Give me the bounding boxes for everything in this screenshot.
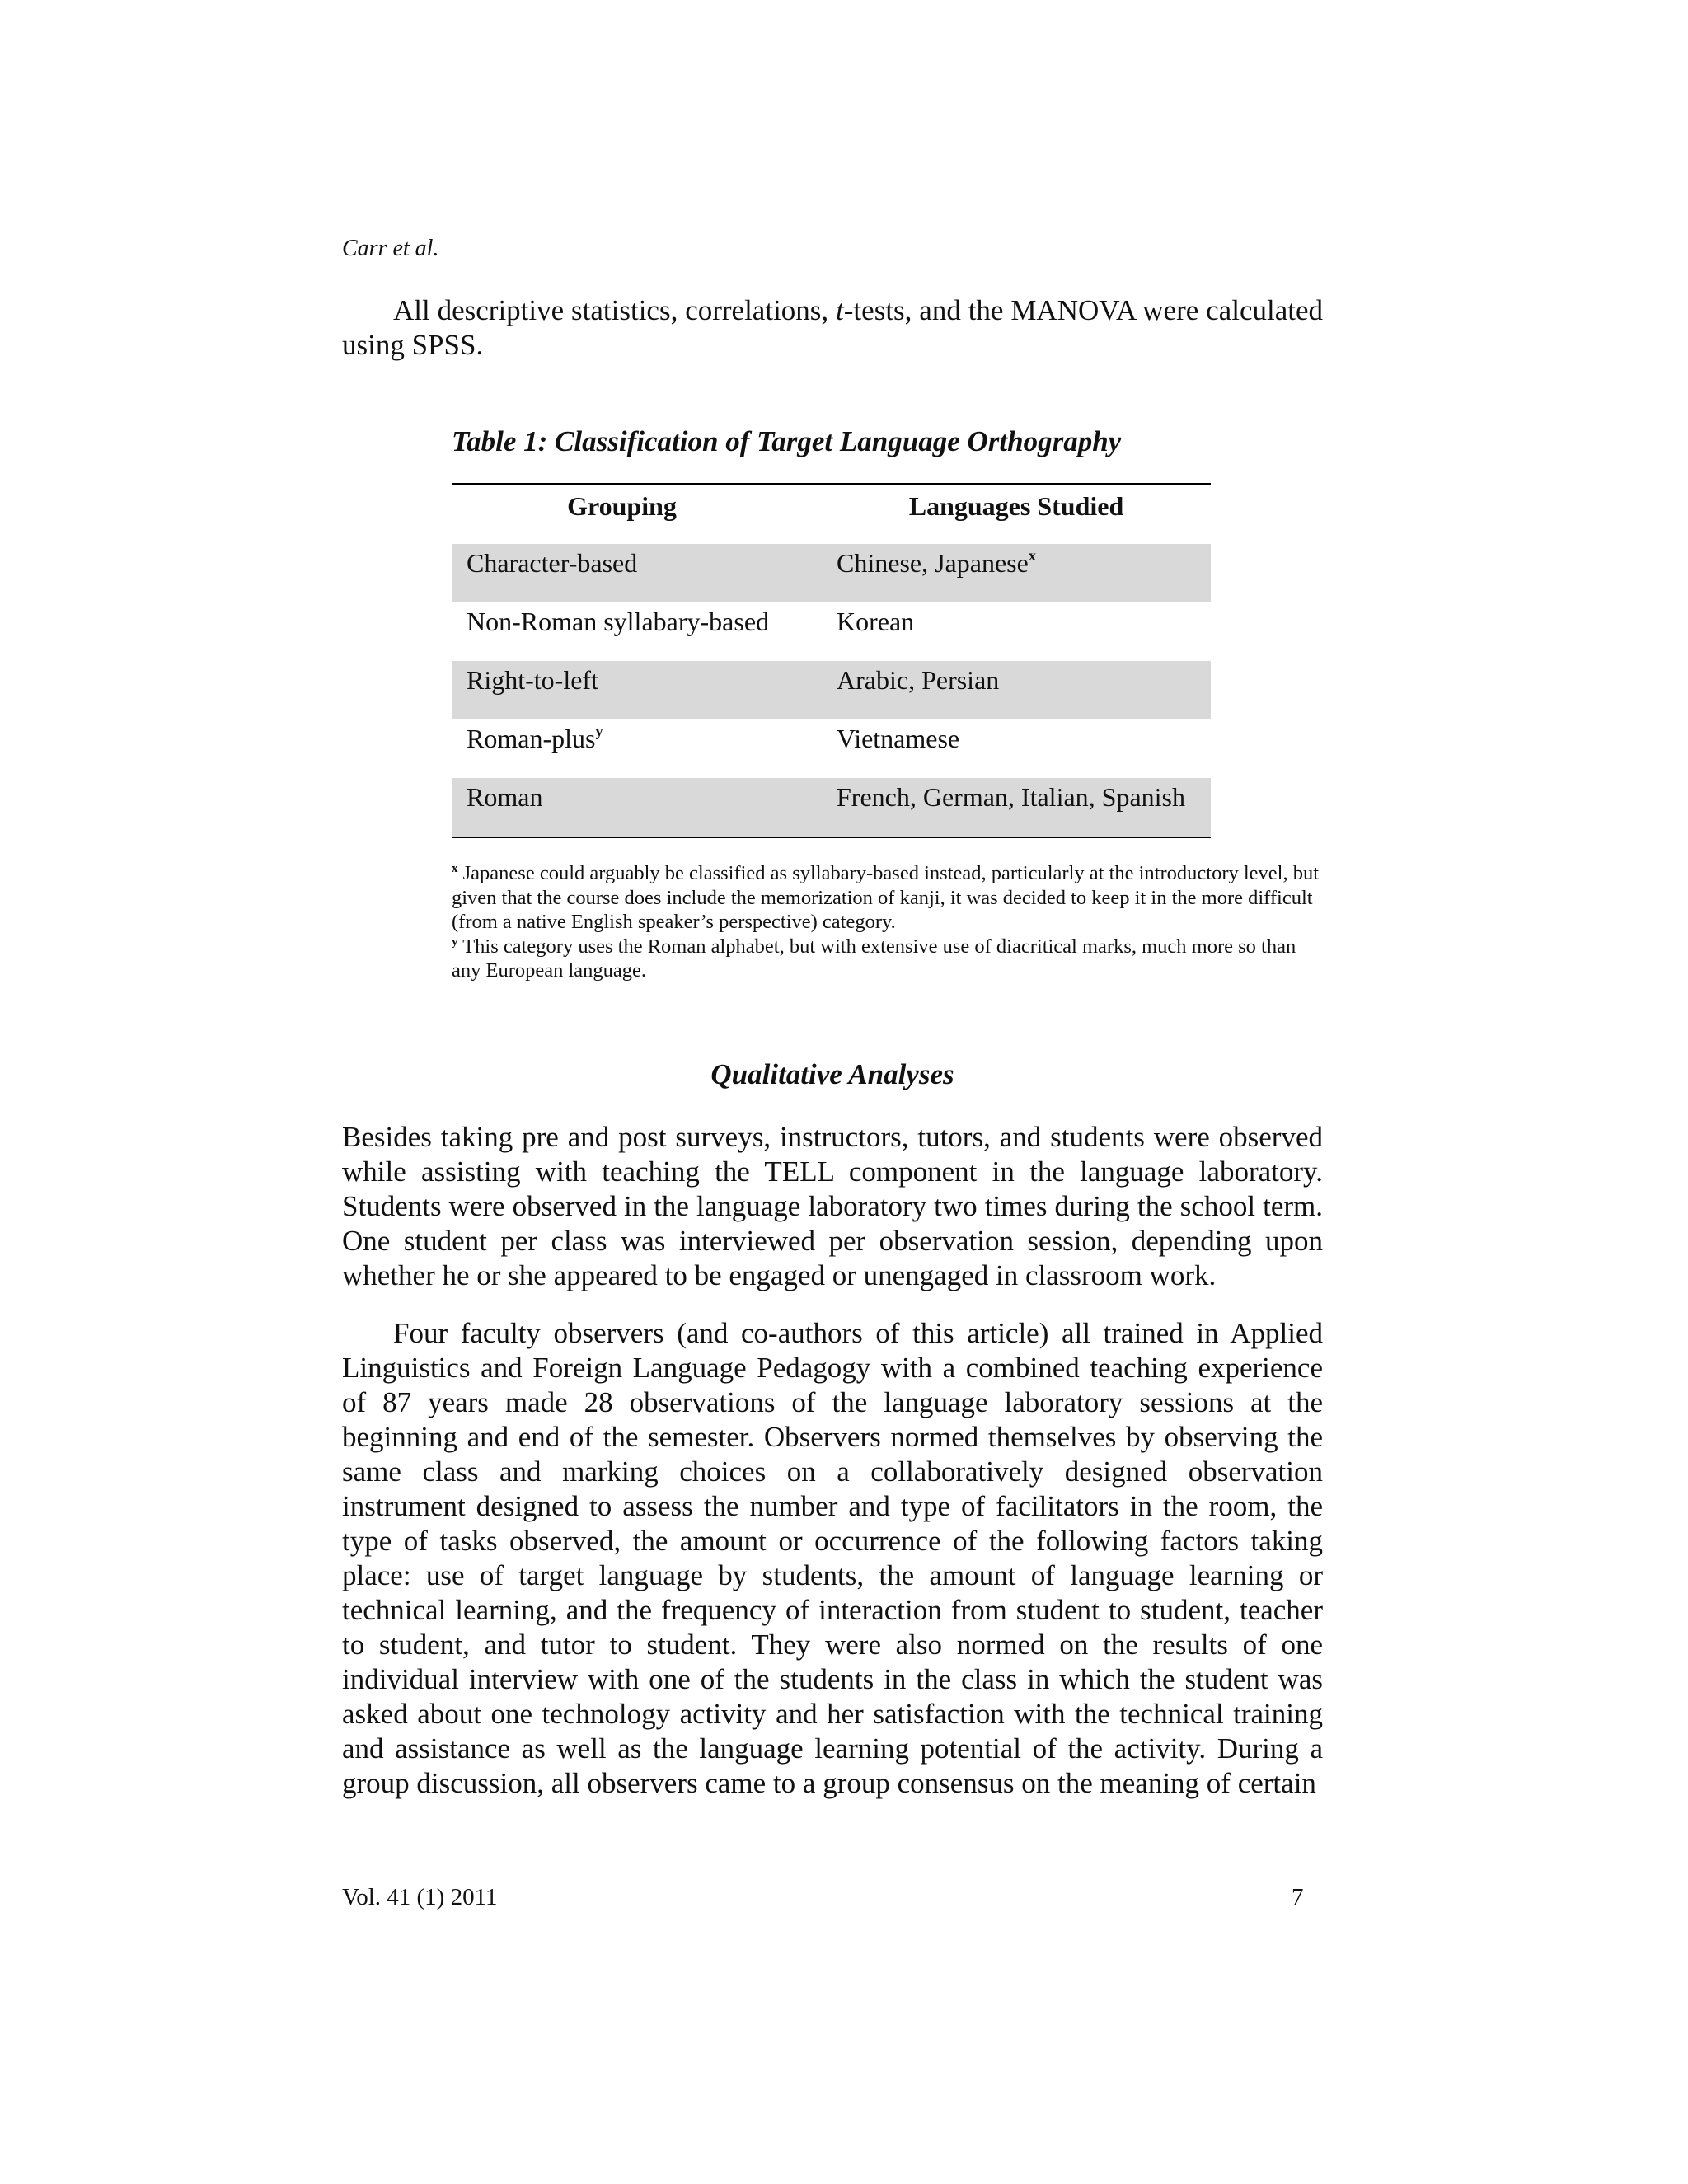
intro-t-italic: t (836, 294, 844, 326)
grouping-cell: Character-based (467, 548, 638, 578)
footnote-x: $^x$ Japanese could arguably be classified as syllabary-based instead, particularly at the introductory level, but given that the course does include the memorization of kanji, it was decided to keep it in the more difficult (from a native English speaker’s perspective) category. (452, 862, 1320, 933)
orthography-table (452, 483, 1211, 838)
grouping-cell: Non-Roman syllabary-based (467, 607, 770, 636)
table-row (452, 719, 1211, 778)
table-footnotes (452, 861, 1323, 983)
table-row (452, 661, 1211, 719)
footnote-marker: y (595, 723, 603, 739)
intro-text-start: All descriptive statistics, correlations, (393, 294, 837, 326)
languages-cell: Chinese, Japanese$^x$ (837, 547, 1036, 578)
footer-volume: Vol. 41 (1) 2011 (342, 1884, 498, 1910)
grouping-cell: Roman-plus$^y$ (467, 723, 603, 753)
footnote-marker: x (1028, 547, 1036, 564)
running-head: Carr et al. (342, 236, 439, 261)
intro-text-end: -tests, and the MANOVA were calculated using SPSS. (342, 294, 1323, 361)
table-row (452, 602, 1211, 661)
table-header-row (452, 483, 1211, 544)
intro-paragraph (342, 293, 1323, 363)
column-header-languages: Languages Studied (822, 485, 1211, 546)
table-row (452, 778, 1211, 838)
languages-cell: Korean (837, 607, 915, 636)
languages-cell: Arabic, Persian (837, 665, 1000, 695)
table-title: Table 1: Classification of Target Language Orthography (452, 425, 1122, 457)
footnote-y: $^y$ This category uses the Roman alphabet, but with extensive use of diacritical marks, much more so than any European language. (452, 935, 1296, 982)
column-header-grouping: Grouping (452, 485, 792, 546)
body-paragraph: Besides taking pre and post surveys, instructors, tutors, and students were observed while assisting with teaching the TELL component in the language laboratory. Students were observed in the language laboratory two times during the school term. One student per class was interviewed per observation session, depending upon whether he or she appeared to be engaged or unengaged in classroom work. (342, 1121, 1323, 1291)
languages-cell: French, German, Italian, Spanish (837, 782, 1185, 812)
languages-cell: Vietnamese (837, 724, 960, 753)
grouping-cell: Right-to-left (467, 665, 598, 695)
section-heading: Qualitative Analyses (710, 1058, 954, 1090)
table-row (452, 544, 1211, 602)
body-paragraph: Four faculty observers (and co-authors of this article) all trained in Applied Linguistics and Foreign Language Pedagogy with a combined teaching experience of 87 years made 28 observations of the language laboratory sessions at the beginning and end of the semester. Observers normed themselves by observing the same class and marking choices on a collaboratively designed observation instrument designed to assess the number and type of facilitators in the room, the type of tasks observed, the amount or occurrence of the following factors taking place: use of target language by students, the amount of language learning or technical learning, and the frequency of interaction from student to student, teacher to student, and tutor to student. They were also normed on the results of one individual interview with one of the students in the class in which the student was asked about one technology activity and her satisfaction with the technical training and assistance as well as the language learning potential of the activity. During a group discussion, all observers came to a group consensus on the meaning of certain (342, 1317, 1323, 1799)
page-number: 7 (1292, 1884, 1304, 1910)
grouping-cell: Roman (467, 782, 543, 812)
